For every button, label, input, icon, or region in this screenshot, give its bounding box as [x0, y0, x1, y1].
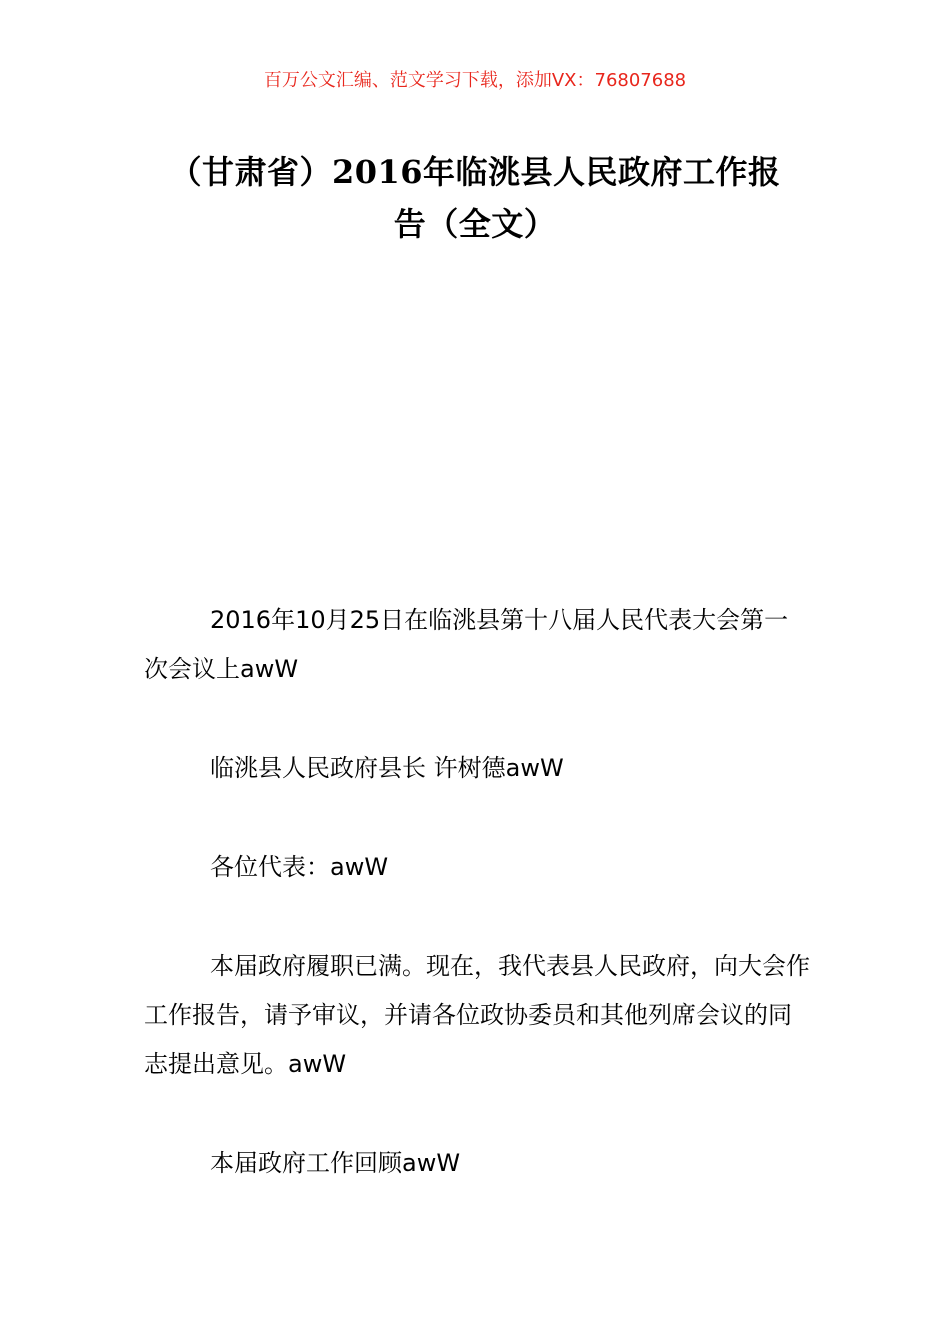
document-title-line-2: 告（全文）	[393, 205, 557, 243]
paragraph-speaker: 临洮县人民政府县长 许树德awW	[210, 754, 564, 782]
document-title	[140, 146, 810, 250]
document-title-line-1: （甘肃省）2016年临洮县人民政府工作报	[169, 153, 781, 191]
paragraph-meeting-info: 2016年10月25日在临洮县第十八届人民代表大会第一次会议上awW	[144, 606, 789, 683]
paragraph-section-heading: 本届政府工作回顾awW	[210, 1149, 461, 1177]
document-body	[144, 596, 812, 1238]
paragraph-intro: 本届政府履职已满。现在，我代表县人民政府，向大会作工作报告，请予审议，并请各位政协委员和其他列席会议的同志提出意见。awW	[144, 952, 810, 1078]
watermark-header-text: 百万公文汇编、范文学习下载，添加VX：76807688	[263, 70, 687, 91]
paragraph-salutation: 各位代表：awW	[210, 853, 389, 881]
